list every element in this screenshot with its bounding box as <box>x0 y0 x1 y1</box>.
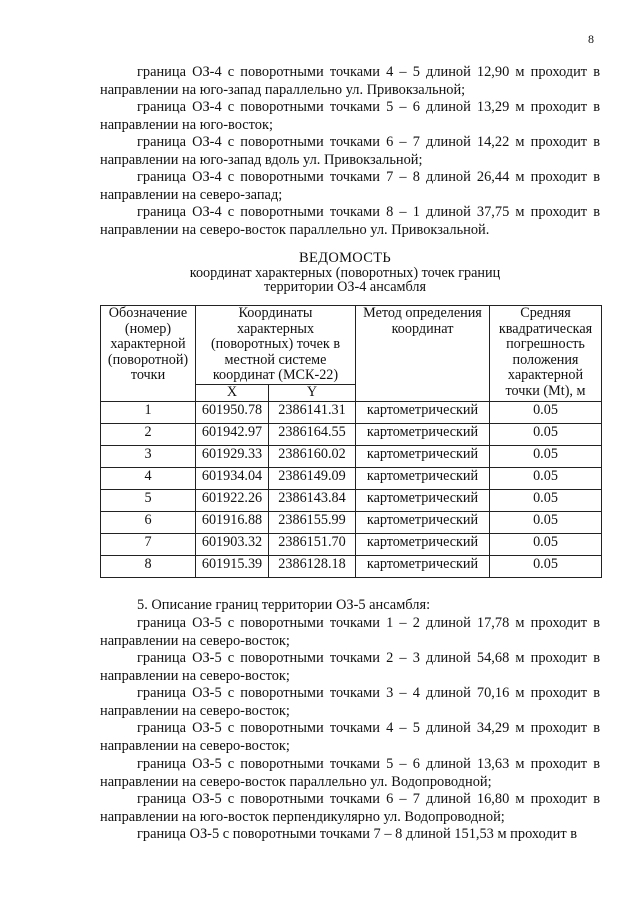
table-row <box>101 489 602 511</box>
statement-subtitle-line1: координат характерных (поворотных) точек границ <box>189 265 501 281</box>
cell-error: 0.05 <box>490 423 602 445</box>
cell-method: картометрический <box>356 555 490 577</box>
cell-x: 601929.33 <box>196 445 269 467</box>
oz4-boundary-7-8: граница ОЗ-4 с поворотными точками 7 – 8 длиной 26,44 м проходит в направлении на северо-запад; <box>100 169 600 203</box>
cell-x: 601903.32 <box>196 533 269 555</box>
cell-error: 0.05 <box>490 489 602 511</box>
cell-point: 2 <box>101 423 196 445</box>
cell-y: 2386160.02 <box>269 445 356 467</box>
oz5-boundary-3-4: граница ОЗ-5 с поворотными точками 3 – 4 длиной 70,16 м проходит в направлении на северо-восток; <box>100 685 600 719</box>
cell-point: 6 <box>101 511 196 533</box>
table-row <box>101 401 602 423</box>
statement-subtitle-line2: территории ОЗ-4 ансамбля <box>263 279 427 295</box>
oz5-boundary-1-2: граница ОЗ-5 с поворотными точками 1 – 2 длиной 17,78 м проходит в направлении на северо-восток; <box>100 615 600 649</box>
cell-point: 8 <box>101 555 196 577</box>
oz5-boundary-7-8: граница ОЗ-5 с поворотными точками 7 – 8 длиной 151,53 м проходит в <box>137 826 578 842</box>
cell-error: 0.05 <box>490 511 602 533</box>
header-method: Метод определения координат <box>356 306 490 402</box>
cell-method: картометрический <box>356 489 490 511</box>
oz4-boundary-4-5: граница ОЗ-4 с поворотными точками 4 – 5 длиной 12,90 м проходит в направлении на юго-запад параллельно ул. Привокзальной; <box>100 64 600 98</box>
table-row <box>101 423 602 445</box>
cell-y: 2386155.99 <box>269 511 356 533</box>
coordinates-table <box>100 305 602 578</box>
cell-error: 0.05 <box>490 401 602 423</box>
cell-y: 2386141.31 <box>269 401 356 423</box>
page-number: 8 <box>588 32 594 46</box>
oz5-boundary-2-3: граница ОЗ-5 с поворотными точками 2 – 3 длиной 54,68 м проходит в направлении на северо-восток; <box>100 650 600 684</box>
header-point: Обозначение (номер) характерной (поворотной) точки <box>101 306 196 402</box>
cell-point: 5 <box>101 489 196 511</box>
cell-x: 601934.04 <box>196 467 269 489</box>
cell-y: 2386143.84 <box>269 489 356 511</box>
statement-title: ВЕДОМОСТЬ <box>299 250 391 266</box>
header-coords: Координаты характерных (поворотных) точек в местной системе координат (МСК-22) <box>196 306 356 385</box>
cell-method: картометрический <box>356 423 490 445</box>
header-y: Y <box>269 384 356 401</box>
cell-x: 601922.26 <box>196 489 269 511</box>
cell-method: картометрический <box>356 467 490 489</box>
cell-y: 2386128.18 <box>269 555 356 577</box>
cell-x: 601942.97 <box>196 423 269 445</box>
oz5-boundary-6-7: граница ОЗ-5 с поворотными точками 6 – 7 длиной 16,80 м проходит в направлении на юго-восток перпендикулярно ул. Водопроводной; <box>100 791 600 825</box>
cell-point: 1 <box>101 401 196 423</box>
table-row <box>101 555 602 577</box>
oz4-boundary-6-7: граница ОЗ-4 с поворотными точками 6 – 7 длиной 14,22 м проходит в направлении на юго-запад вдоль ул. Привокзальной; <box>100 134 600 168</box>
oz5-boundary-4-5: граница ОЗ-5 с поворотными точками 4 – 5 длиной 34,29 м проходит в направлении на северо-восток; <box>100 720 600 754</box>
table-row <box>101 445 602 467</box>
cell-method: картометрический <box>356 445 490 467</box>
table-row <box>101 467 602 489</box>
statement-heading <box>160 250 530 294</box>
cell-point: 3 <box>101 445 196 467</box>
table-header-row <box>101 306 602 385</box>
cell-error: 0.05 <box>490 467 602 489</box>
header-x: X <box>196 384 269 401</box>
oz4-boundary-8-1: граница ОЗ-4 с поворотными точками 8 – 1 длиной 37,75 м проходит в направлении на северо-восток параллельно ул. Привокзальной. <box>100 204 600 238</box>
cell-y: 2386149.09 <box>269 467 356 489</box>
cell-x: 601915.39 <box>196 555 269 577</box>
table-row <box>101 511 602 533</box>
cell-y: 2386151.70 <box>269 533 356 555</box>
section-5-title: 5. Описание границ территории ОЗ-5 ансамбля: <box>137 597 431 613</box>
cell-x: 601950.78 <box>196 401 269 423</box>
cell-method: картометрический <box>356 401 490 423</box>
cell-y: 2386164.55 <box>269 423 356 445</box>
cell-method: картометрический <box>356 533 490 555</box>
oz4-boundary-5-6: граница ОЗ-4 с поворотными точками 5 – 6 длиной 13,29 м проходит в направлении на юго-восток; <box>100 99 600 133</box>
cell-error: 0.05 <box>490 555 602 577</box>
cell-point: 7 <box>101 533 196 555</box>
cell-x: 601916.88 <box>196 511 269 533</box>
table-row <box>101 533 602 555</box>
header-error: Средняя квадратическая погрешность положения характерной точки (Mt), м <box>490 306 602 402</box>
cell-point: 4 <box>101 467 196 489</box>
cell-method: картометрический <box>356 511 490 533</box>
cell-error: 0.05 <box>490 445 602 467</box>
cell-error: 0.05 <box>490 533 602 555</box>
oz5-boundary-5-6: граница ОЗ-5 с поворотными точками 5 – 6 длиной 13,63 м проходит в направлении на северо-восток параллельно ул. Водопроводной; <box>100 756 600 790</box>
